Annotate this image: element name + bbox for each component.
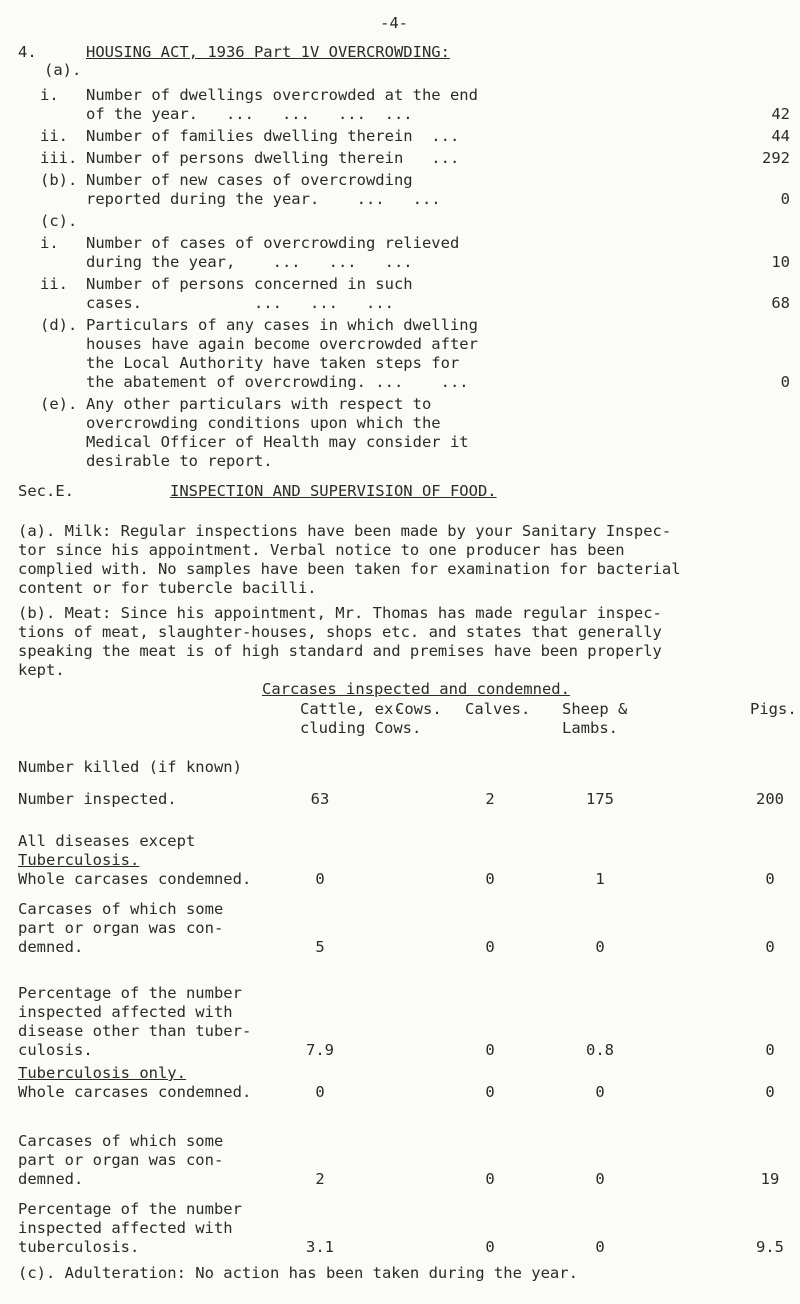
section-number: 4.: [18, 43, 37, 61]
table-cell: 0: [765, 1083, 775, 1101]
table-cell: 63: [310, 790, 330, 808]
row-label: inspected affected with: [18, 1219, 233, 1237]
table-cell: 0.8: [586, 1041, 614, 1059]
relieved-item-text: Number of cases of overcrowding relieved: [86, 234, 460, 252]
row-label: Carcases of which some: [18, 900, 224, 918]
column-header: Calves.: [465, 700, 531, 718]
row-label: Tuberculosis.: [18, 851, 140, 869]
reovercrowded-num: (d).: [40, 316, 78, 334]
row-label: demned.: [18, 938, 84, 956]
new-cases-text: reported during the year. ... ...: [86, 190, 441, 208]
table-cell: 5: [315, 938, 325, 956]
row-label: Percentage of the number: [18, 984, 242, 1002]
column-header: cluding Cows.: [300, 719, 422, 737]
table-title: Carcases inspected and condemned.: [262, 680, 570, 698]
other-particulars-text: Any other particulars with respect to: [86, 395, 432, 413]
row-label: Number inspected.: [18, 790, 177, 808]
column-header: Cows.: [395, 700, 442, 718]
table-cell: 0: [765, 870, 775, 888]
table-cell: 19: [760, 1170, 780, 1188]
page-number: -4-: [380, 14, 408, 32]
table-cell: 0: [595, 1083, 605, 1101]
table-cell: 9.5: [756, 1238, 784, 1256]
row-label: Whole carcases condemned.: [18, 1083, 252, 1101]
table-cell: 1: [595, 870, 605, 888]
reovercrowded-text: Particulars of any cases in which dwelling: [86, 316, 478, 334]
row-label: Carcases of which some: [18, 1132, 224, 1150]
overcrowding-item-value: 44: [771, 127, 790, 145]
overcrowding-item-text: Number of families dwelling therein ...: [86, 127, 460, 145]
column-header: Sheep &: [562, 700, 628, 718]
row-label: Tuberculosis only.: [18, 1064, 186, 1082]
row-label: part or organ was con-: [18, 919, 224, 937]
table-cell: 200: [756, 790, 784, 808]
reovercrowded-text: the Local Authority have taken steps for: [86, 354, 460, 372]
other-particulars-text: Medical Officer of Health may consider it: [86, 433, 469, 451]
table-cell: 0: [485, 870, 495, 888]
row-label: part or organ was con-: [18, 1151, 224, 1169]
reovercrowded-value: 0: [780, 373, 790, 391]
column-header: Cattle, ex-: [300, 700, 403, 718]
row-label: All diseases except: [18, 832, 196, 850]
adulteration-line: (c). Adulteration: No action has been taken during the year.: [18, 1264, 578, 1282]
row-label: culosis.: [18, 1041, 93, 1059]
reovercrowded-text: the abatement of overcrowding. ... ...: [86, 373, 469, 391]
table-cell: 0: [315, 870, 325, 888]
row-label: demned.: [18, 1170, 84, 1188]
new-cases-value: 0: [780, 190, 790, 208]
other-particulars-text: desirable to report.: [86, 452, 273, 470]
relieved-item-text: cases. ... ... ...: [86, 294, 394, 312]
relieved-item-text: during the year, ... ... ...: [86, 253, 413, 271]
table-cell: 0: [595, 1170, 605, 1188]
relieved-item-text: Number of persons concerned in such: [86, 275, 413, 293]
table-cell: 0: [765, 938, 775, 956]
overcrowding-item-num: i.: [40, 86, 59, 104]
new-cases-num: (b).: [40, 171, 78, 189]
overcrowding-item-text: of the year. ... ... ... ...: [86, 105, 413, 123]
table-cell: 175: [586, 790, 614, 808]
overcrowding-item-text: Number of persons dwelling therein ...: [86, 149, 460, 167]
new-cases-text: Number of new cases of overcrowding: [86, 171, 413, 189]
table-cell: 0: [485, 1170, 495, 1188]
relieved-item-value: 68: [771, 294, 790, 312]
table-cell: 0: [485, 1238, 495, 1256]
table-cell: 0: [595, 1238, 605, 1256]
other-particulars-text: overcrowding conditions upon which the: [86, 414, 441, 432]
subsection-label-c: (c).: [40, 212, 78, 230]
overcrowding-item-text: Number of dwellings overcrowded at the end: [86, 86, 478, 104]
overcrowding-item-value: 42: [771, 105, 790, 123]
column-header: Pigs.: [750, 700, 797, 718]
reovercrowded-text: houses have again become overcrowded after: [86, 335, 478, 353]
row-label: inspected affected with: [18, 1003, 233, 1021]
table-cell: 0: [485, 1041, 495, 1059]
table-cell: 0: [485, 1083, 495, 1101]
meat-line: speaking the meat is of high standard and premises have been properly: [18, 642, 662, 660]
meat-line: kept.: [18, 661, 65, 679]
table-cell: 2: [315, 1170, 325, 1188]
milk-line: complied with. No samples have been taken for examination for bacterial: [18, 560, 681, 578]
column-header: Lambs.: [562, 719, 618, 737]
row-label: Whole carcases condemned.: [18, 870, 252, 888]
section-heading: HOUSING ACT, 1936 Part 1V OVERCROWDING:: [86, 43, 450, 61]
meat-line: tions of meat, slaughter-houses, shops etc. and states that generally: [18, 623, 662, 641]
meat-line: (b). Meat: Since his appointment, Mr. Thomas has made regular inspec-: [18, 604, 662, 622]
milk-line: tor since his appointment. Verbal notice to one producer has been: [18, 541, 625, 559]
milk-line: content or for tubercle bacilli.: [18, 579, 317, 597]
table-cell: 0: [315, 1083, 325, 1101]
overcrowding-item-num: ii.: [40, 127, 68, 145]
relieved-item-num: i.: [40, 234, 59, 252]
row-label: Number killed (if known): [18, 758, 242, 776]
section-sec-e: Sec.E.: [18, 482, 74, 500]
table-cell: 0: [765, 1041, 775, 1059]
overcrowding-item-value: 292: [762, 149, 790, 167]
relieved-item-num: ii.: [40, 275, 68, 293]
row-label: disease other than tuber-: [18, 1022, 252, 1040]
table-cell: 3.1: [306, 1238, 334, 1256]
row-label: tuberculosis.: [18, 1238, 140, 1256]
table-cell: 7.9: [306, 1041, 334, 1059]
row-label: Percentage of the number: [18, 1200, 242, 1218]
relieved-item-value: 10: [771, 253, 790, 271]
subsection-label-a: (a).: [44, 61, 82, 79]
table-cell: 0: [485, 938, 495, 956]
food-heading: INSPECTION AND SUPERVISION OF FOOD.: [170, 482, 497, 500]
milk-line: (a). Milk: Regular inspections have been made by your Sanitary Inspec-: [18, 522, 672, 540]
overcrowding-item-num: iii.: [40, 149, 78, 167]
table-cell: 0: [595, 938, 605, 956]
table-cell: 2: [485, 790, 495, 808]
other-particulars-num: (e).: [40, 395, 78, 413]
